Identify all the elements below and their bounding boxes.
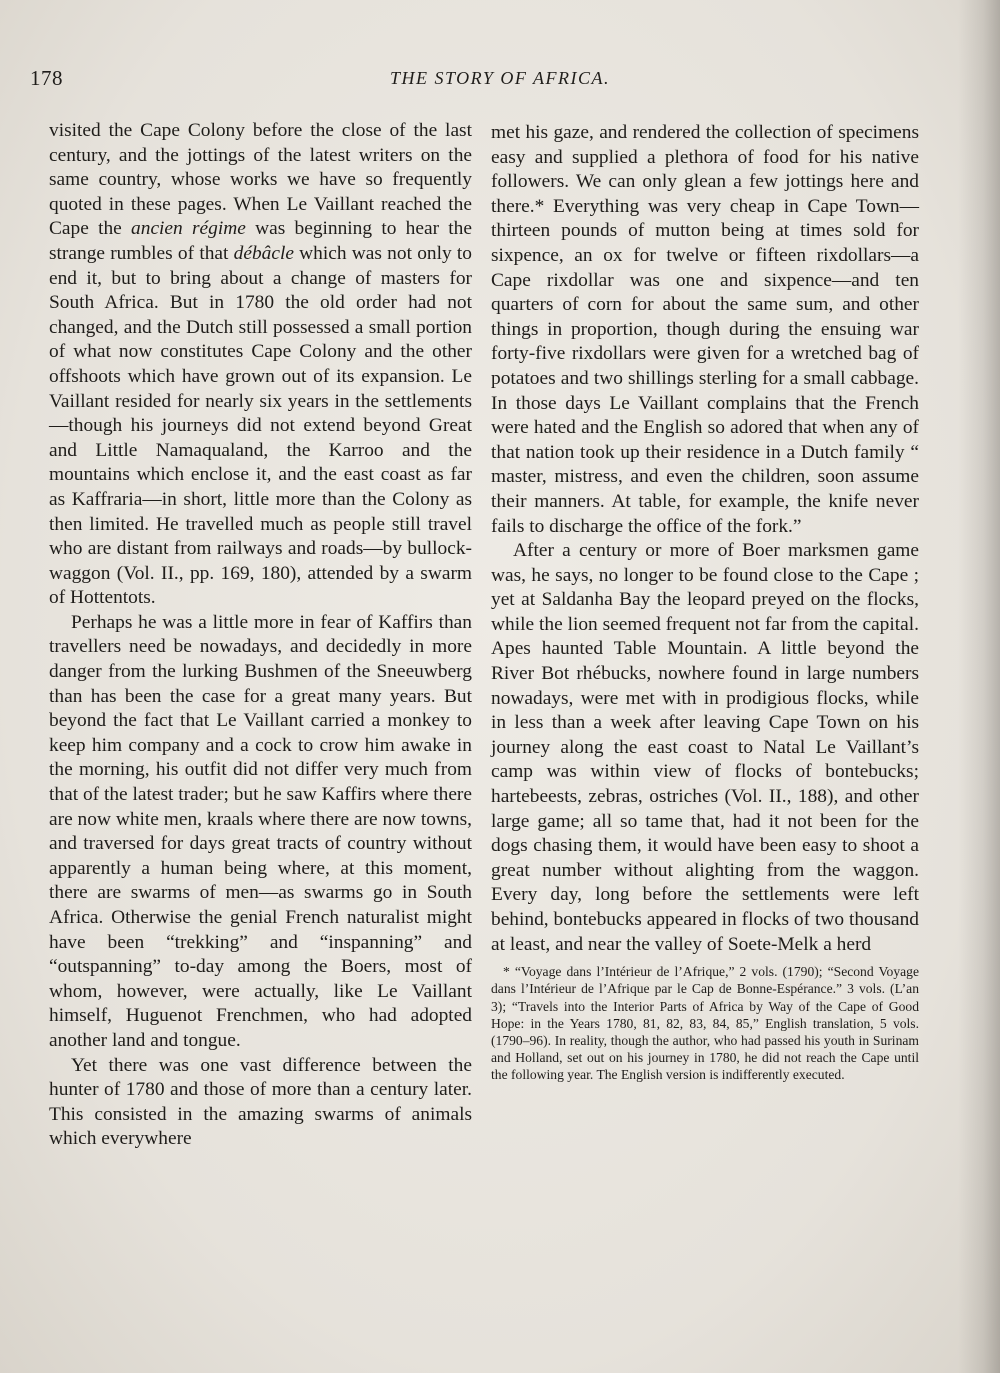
italic-phrase-ancien-regime: ancien régime [131,218,246,240]
footnote-text: * “Voyage dans l’Intérieur de l’Afrique,” 2 vols. (1790); “Second Voyage dans l’Intérieur de l’Afrique par le Cap de Bonne-Espérance.” 3 vols. (L’an 3); “Travels into the Interior Parts of Africa by Way of the Cape of Good Hope: in the Years 1780, 81, 82, 83, 84, 85,” English translation, 5 vols. (1790–96). In reality, though the author, who had passed his youth in Surinam and Holland, set out on his journey in 1780, he did not reach the Cape until the following year. The English version is indifferently executed. [491,964,919,1083]
footnote [491,963,919,1083]
right-column [491,121,919,1084]
page-number: 178 [30,66,63,90]
running-title: THE STORY OF AFRICA. [389,68,611,88]
left-paragraph-1-text-c: which was not only to end it, but to bring about a change of masters for South Africa. But in 1780 the old order had not changed, and the Dutch still possessed a small portion of what now constitutes Cape Colony and the other offshoots which have grown out of its expansion. Le Vaillant resided for nearly six years in the settlements—though his journeys did not extend beyond Great and Little Namaqualand, the Karroo and the mountains which enclose it, and the east coast as far as Kaffraria—in short, little more than the Colony as then limited. He travelled much as people still travel who are distant from railways and roads—by bullock-waggon (Vol. II., pp. 169, 180), attended by a swarm of Hottentots. [49,242,472,609]
italic-word-debacle: débâcle [233,242,294,264]
page-header [30,66,950,102]
right-paragraph-2: After a century or more of Boer marksmen game was, he says, no longer to be found close to the Cape ; yet at Saldanha Bay the leopard preyed on the flocks, while the lion seemed frequent not far from the capital. Apes haunted Table Mountain. A little beyond the River Bot rhébucks, nowhere found in large numbers nowadays, were met with in prodigious flocks, while in less than a week after leaving Cape Town on his journey along the east coast to Natal Le Vaillant’s camp was within view of flocks of bontebucks; hartebeests, zebras, ostriches (Vol. II., 188), and other large game; all so tame that, had it not been for the dogs chasing them, it would have been easy to shoot a great number without alighting from the waggon. Every day, long before the settlements were left behind, bontebucks appeared in flocks of two thousand at least, and near the valley of Soete-Melk a herd [491,540,919,955]
left-paragraph-3: Yet there was one vast difference between the hunter of 1780 and those of more than a century later. This consisted in the amazing swarms of animals which everywhere [49,1054,472,1150]
left-paragraph-1-text-a: visited the Cape Colony before the close of the last century, and the jottings of the latest writers on the same country, whose works we have so frequently quoted in these pages. When Le Vaillant reached the Cape the [49,120,472,240]
page-edge-shadow [958,0,1000,1373]
left-paragraph-1 [49,119,472,611]
right-paragraph-1: met his gaze, and rendered the collection of specimens easy and supplied a plethora of food for his native followers. We can only glean a few jottings here and there.* Everything was very cheap in Cape Town—thirteen pounds of mutton being at times sold for sixpence, an ox for twelve or fifteen rixdollars—a Cape rixdollar was one and sixpence—and ten quarters of corn for about the same sum, and other things in proportion, though during the ensuing war forty-five rixdollars were given for a wretched bag of potatoes and two shillings sterling for a small cabbage. In those days Le Vaillant complains that the French were hated and the English so adored that when any of that nation took up their residence in a Dutch family “ master, mistress, and even the children, soon assume their manners. At table, for example, the knife never fails to discharge the office of the fork.” [491,122,919,537]
left-column [49,119,472,1152]
left-paragraph-2: Perhaps he was a little more in fear of Kaffirs than travellers need be nowadays, and decidedly in more danger from the lurking Bushmen of the Sneeuwberg than has been the case for a great many years. But beyond the fact that Le Vaillant carried a monkey to keep him company and a cock to crow him awake in the morning, his outfit did not differ very much from that of the latest trader; but he saw Kaffirs where there are now white men, kraals where there are now towns, and traversed for days great tracts of country without apparently a human being where, at this moment, there are swarms of men—as swarms go in South Africa. Otherwise the genial French naturalist might have been “trekking” and “inspanning” and “outspanning” to-day among the Boers, most of whom, however, were actually, like Le Vaillant himself, Huguenot Frenchmen, who had adopted another land and tongue. [49,611,472,1051]
left-paragraph-1-text-b: was beginning to hear the strange rumbles of that [49,218,472,264]
